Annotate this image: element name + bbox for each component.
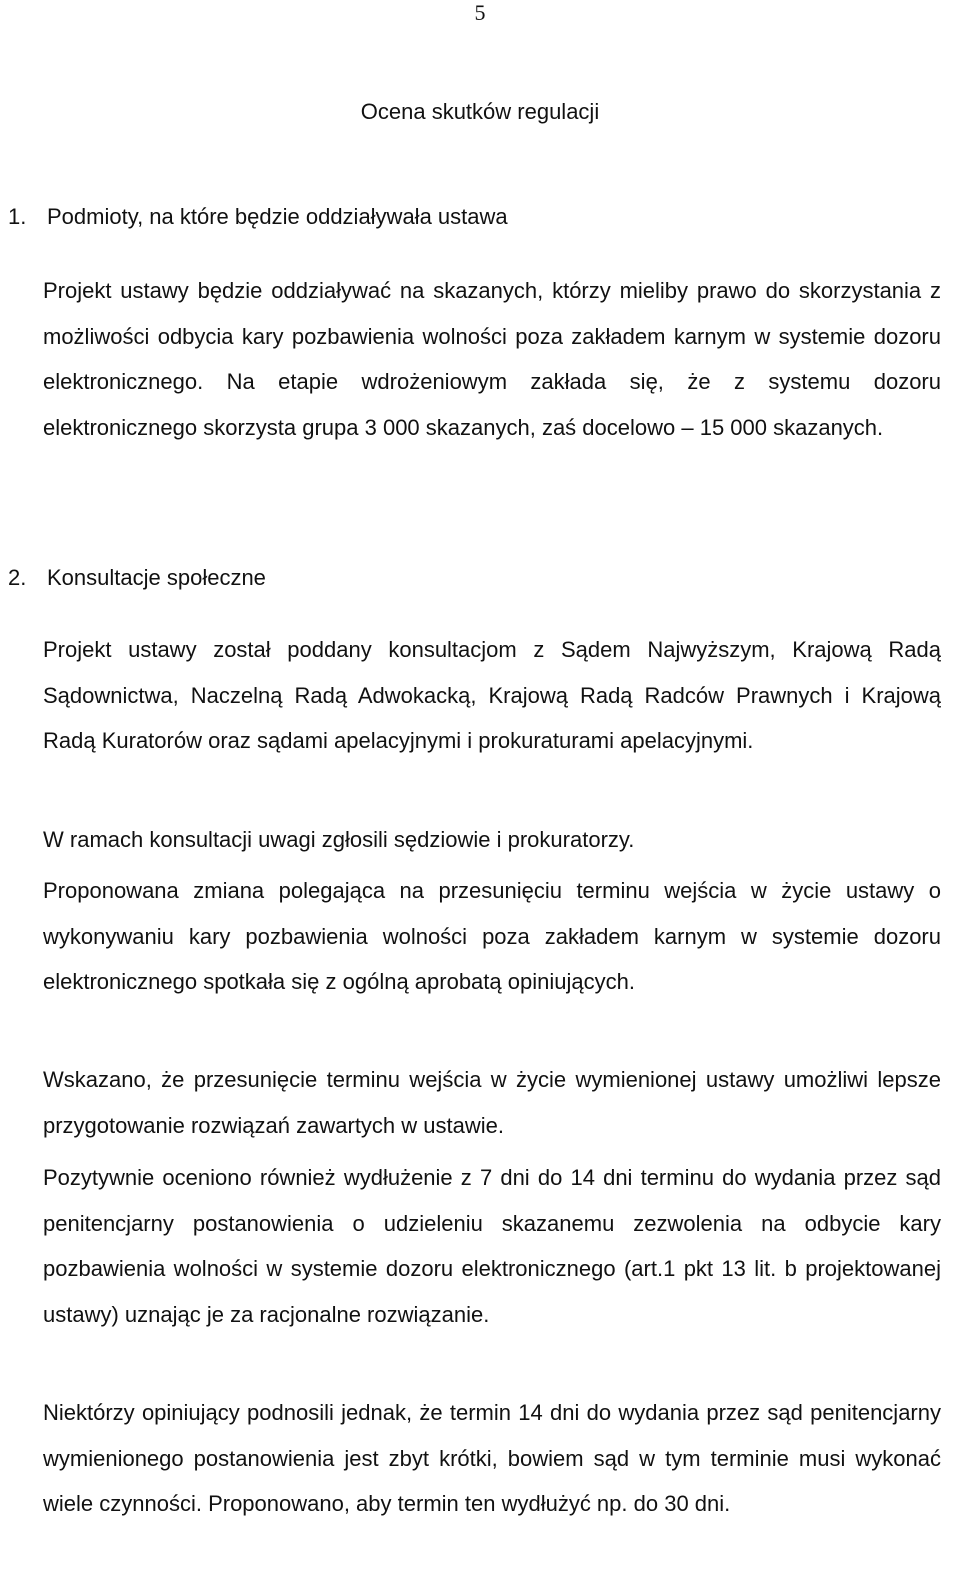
paragraph: Pozytywnie oceniono również wydłużenie z 7 dni do 14 dni terminu do wydania przez sąd penitencjarny postanowienia o udzieleniu skazanemu zezwolenia na odbycie kary pozbawienia wolności w systemie dozoru elektronicznego (art.1 pkt 13 lit. b projektowanej ustawy) uznając je za racjonalne rozwiązanie.	[43, 1165, 941, 1327]
paragraph: Wskazano, że przesunięcie terminu wejścia w życie wymienionej ustawy umożliwi lepsze przygotowanie rozwiązań zawartych w ustawie.	[43, 1067, 941, 1138]
paragraph: Niektórzy opiniujący podnosili jednak, że termin 14 dni do wydania przez sąd penitencjarny wymienionego postanowienia jest zbyt krótki, bowiem sąd w tym terminie musi wykonać wiele czynności. Proponowano, aby termin ten wydłużyć np. do 30 dni.	[43, 1400, 941, 1516]
section-number: 2.	[8, 565, 27, 590]
paragraph: Projekt ustawy będzie oddziaływać na skazanych, którzy mieliby prawo do skorzystania z możliwości odbycia kary pozbawienia wolności poza zakładem karnym w systemie dozoru elektronicznego. Na etapie wdrożeniowym zakłada się, że z systemu dozoru elektronicznego skorzysta grupa 3 000 skazanych, zaś docelowo – 15 000 skazanych.	[43, 278, 941, 440]
paragraph: Projekt ustawy został poddany konsultacjom z Sądem Najwyższym, Krajową Radą Sądownictwa, Naczelną Radą Adwokacką, Krajową Radą Radców Prawnych i Krajową Radą Kuratorów oraz sądami apelacyjnymi i prokuraturami apelacyjnymi.	[43, 637, 941, 753]
paragraph: W ramach konsultacji uwagi zgłosili sędziowie i prokuratorzy.	[43, 827, 635, 852]
page-number: 5	[474, 0, 486, 25]
paragraph: Proponowana zmiana polegająca na przesunięciu terminu wejścia w życie ustawy o wykonywaniu kary pozbawienia wolności poza zakładem karnym w systemie dozoru elektronicznego spotkała się z ogólną aprobatą opiniujących.	[43, 878, 941, 994]
section-title: Konsultacje społeczne	[47, 565, 266, 590]
document-title: Ocena skutków regulacji	[360, 99, 600, 124]
section-number: 1.	[8, 204, 27, 229]
section-title: Podmioty, na które będzie oddziaływała ustawa	[47, 204, 508, 229]
